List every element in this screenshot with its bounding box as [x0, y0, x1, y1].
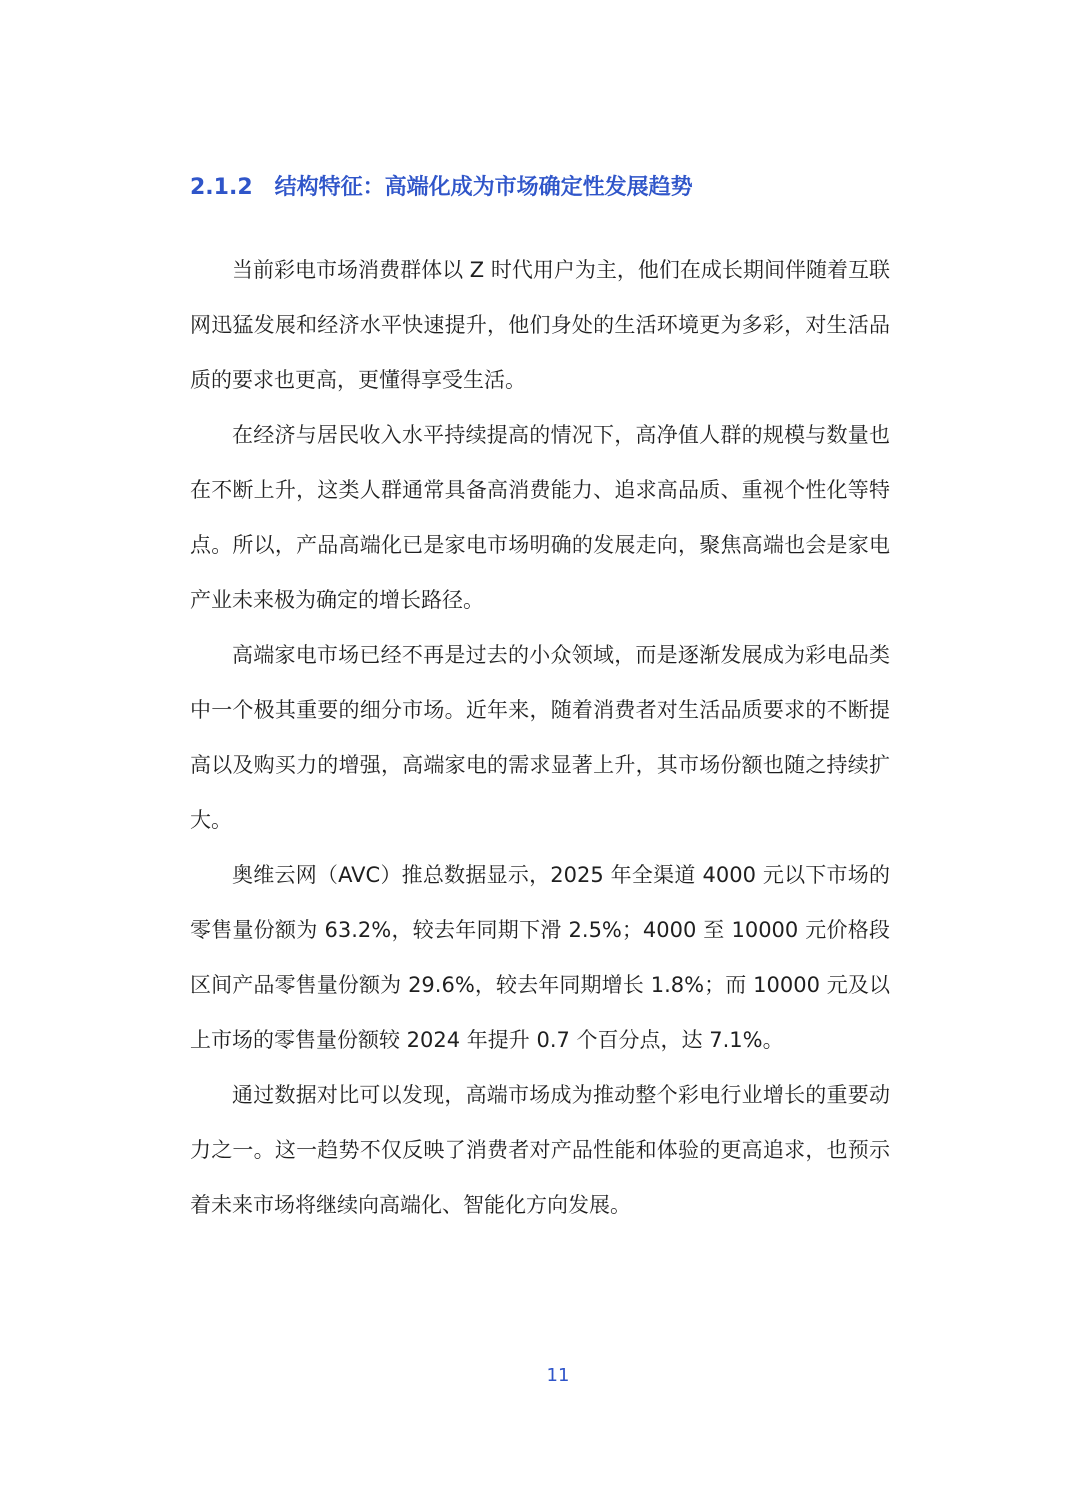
paragraph-4: 奥维云网（AVC）推总数据显示，2025 年全渠道 4000 元以下市场的零售量份额为 63.2%，较去年同期下滑 2.5%；4000 至 10000 元价格段区间产品零售量份额为 29.6%，较去年同期增长 1.8%；而 10000 元及以上市场的零售量份额较 2024 年提升 0.7 个百分点，达 7.1%。: [190, 863, 890, 1052]
section-number: 2.1.2: [190, 175, 253, 200]
body-text: [190, 243, 890, 1233]
section-heading: [190, 170, 910, 206]
paragraph-5: 通过数据对比可以发现，高端市场成为推动整个彩电行业增长的重要动力之一。这一趋势不仅反映了消费者对产品性能和体验的更高追求，也预示着未来市场将继续向高端化、智能化方向发展。: [190, 1083, 890, 1217]
page-number: 11: [546, 1365, 570, 1386]
section-title: 结构特征：高端化成为市场确定性发展趋势: [274, 175, 693, 200]
paragraph-3: 高端家电市场已经不再是过去的小众领域，而是逐渐发展成为彩电品类中一个极其重要的细分市场。近年来，随着消费者对生活品质要求的不断提高以及购买力的增强，高端家电的需求显著上升，其市场份额也随之持续扩大。: [190, 643, 890, 832]
paragraph-1: 当前彩电市场消费群体以 Z 时代用户为主，他们在成长期间伴随着互联网迅猛发展和经济水平快速提升，他们身处的生活环境更为多彩，对生活品质的要求也更高，更懂得享受生活。: [190, 258, 890, 392]
paragraph-2: 在经济与居民收入水平持续提高的情况下，高净值人群的规模与数量也在不断上升，这类人群通常具备高消费能力、追求高品质、重视个性化等特点。所以，产品高端化已是家电市场明确的发展走向，聚焦高端也会是家电产业未来极为确定的增长路径。: [190, 423, 890, 612]
